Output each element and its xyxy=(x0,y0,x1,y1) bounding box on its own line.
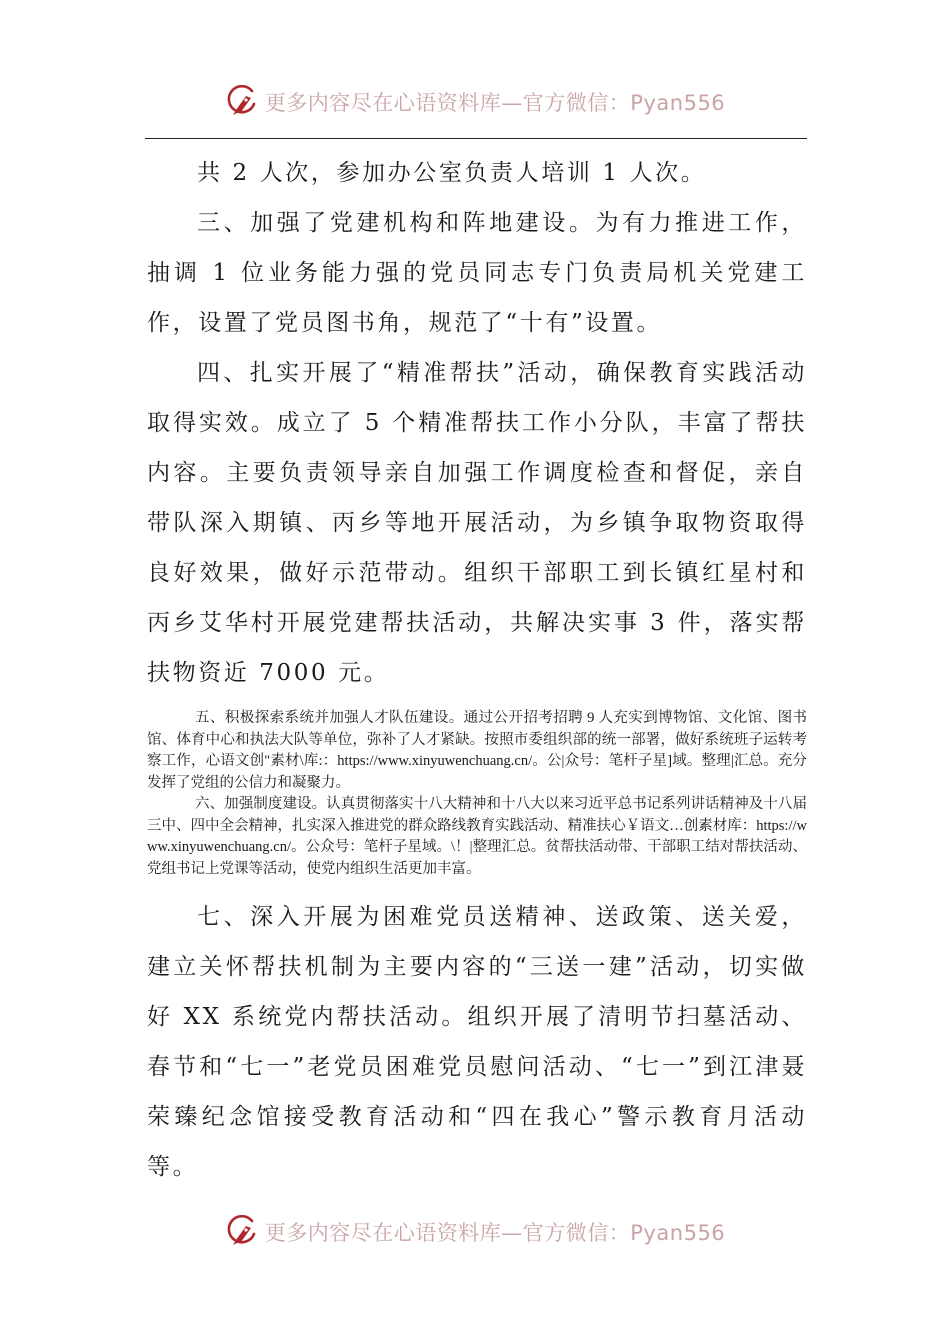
paragraph-7: 七、深入开展为困难党员送精神、送政策、送关爱，建立关怀帮扶机制为主要内容的“三送一建”活动，切实做好 XX 系统党内帮扶活动。组织开展了清明节扫墓活动、春节和“七一”老党员困难党员慰问活动、“七一”到江津聂荣臻纪念馆接受教育活动和“四在我心”警示教育月活动等。 xyxy=(147,904,807,1180)
pen-nib-logo-icon xyxy=(225,1215,259,1249)
paragraph-3: 三、加强了党建机构和阵地建设。为有力推进工作，抽调 1 位业务能力强的党员同志专门负责局机关党建工作，设置了党员图书角，规范了“十有”设置。 xyxy=(147,210,807,336)
paragraph-4: 四、扎实开展了“精准帮扶”活动，确保教育实践活动取得实效。成立了 5 个精准帮扶工作小分队，丰富了帮扶内容。主要负责领导亲自加强工作调度检查和督促，亲自带队深入期镇、丙乡等地开展活动，为乡镇争取物资取得良好效果，做好示范带动。组织干部职工到长镇红星村和丙乡艾华村开展党建帮扶活动，共解决实事 3 件，落实帮扶物资近 7000 元。 xyxy=(147,360,807,686)
document-body xyxy=(147,148,807,1192)
small-print-block xyxy=(147,708,807,880)
watermark-text: 更多内容尽在心语资料库—官方微信：Pyan556 xyxy=(264,91,726,115)
header-watermark xyxy=(0,82,950,122)
header-divider xyxy=(145,138,807,139)
paragraph-5: 五、积极探索系统并加强人才队伍建设。通过公开招考招聘 9 人充实到博物馆、文化馆、图书馆、体育中心和执法大队等单位，弥补了人才紧缺。按照市委组织部的统一部署，做好系统班子运转考察工作，心语文创"素材\库:：https://www.xinyuwenchuang.cn/。公|众号：笔杆子星]域。整理|汇总。充分发挥了党组的公信力和凝聚力。 xyxy=(147,710,807,791)
paragraph-6: 六、加强制度建设。认真贯彻落实十八大精神和十八大以来习近平总书记系列讲话精神及十八届三中、四中全会精神，扎实深入推进党的群众路线教育实践活动、精准扶心￥语文…创素材库：https://www.xinyuwenchuang.cn/。公众号：笔杆子星域。\！|整理汇总。贫帮扶活动带、干部职工结对帮扶活动、党组书记上党课等活动，使党内组织生活更加丰富。 xyxy=(147,796,807,877)
pen-nib-logo-icon xyxy=(225,85,259,119)
watermark-text: 更多内容尽在心语资料库—官方微信：Pyan556 xyxy=(264,1221,726,1245)
footer-watermark xyxy=(0,1212,950,1252)
paragraph-continuation: 共 2 人次，参加办公室负责人培训 1 人次。 xyxy=(197,160,707,186)
